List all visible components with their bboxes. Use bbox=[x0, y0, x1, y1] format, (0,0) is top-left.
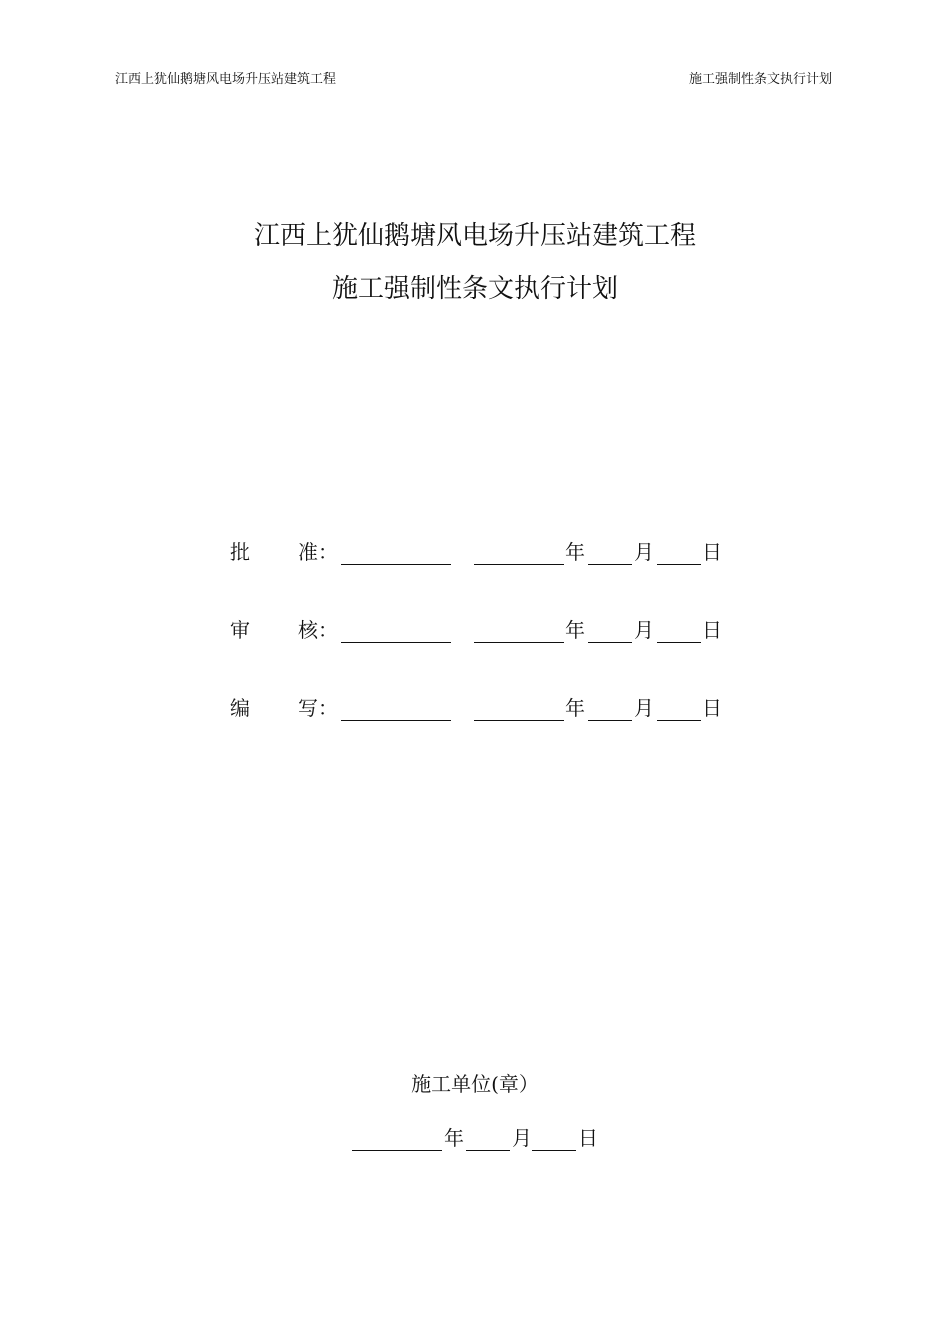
approve-day-label: 日 bbox=[702, 540, 722, 564]
prepare-label-char1: 编 bbox=[230, 696, 250, 720]
unit-day-blank[interactable] bbox=[532, 1150, 576, 1151]
unit-date-row bbox=[352, 1124, 612, 1152]
approve-row bbox=[230, 538, 730, 566]
approve-signature-blank[interactable] bbox=[341, 564, 451, 565]
unit-day-label: 日 bbox=[578, 1126, 598, 1150]
document-title-line2: 施工强制性条文执行计划 bbox=[331, 274, 618, 304]
prepare-label-char2: 写： bbox=[298, 696, 338, 720]
review-year-blank[interactable] bbox=[474, 642, 564, 643]
approve-month-blank[interactable] bbox=[588, 564, 632, 565]
construction-unit-seal-label: 施工单位(章） bbox=[411, 1072, 539, 1096]
review-label-char1: 审 bbox=[230, 618, 250, 642]
review-day-label: 日 bbox=[702, 618, 722, 642]
prepare-day-label: 日 bbox=[702, 696, 722, 720]
approve-label-char1: 批 bbox=[230, 540, 250, 564]
review-day-blank[interactable] bbox=[657, 642, 701, 643]
document-title-line1: 江西上犹仙鹅塘风电场升压站建筑工程 bbox=[253, 221, 696, 251]
prepare-signature-blank[interactable] bbox=[341, 720, 451, 721]
approve-month-label: 月 bbox=[634, 540, 654, 564]
prepare-year-blank[interactable] bbox=[474, 720, 564, 721]
review-signature-blank[interactable] bbox=[341, 642, 451, 643]
review-row bbox=[230, 616, 730, 644]
review-year-label: 年 bbox=[565, 618, 585, 642]
prepare-month-label: 月 bbox=[634, 696, 654, 720]
review-label-char2: 核： bbox=[298, 618, 338, 642]
approve-label-char2: 准： bbox=[298, 540, 338, 564]
unit-year-blank[interactable] bbox=[352, 1150, 442, 1151]
unit-month-blank[interactable] bbox=[466, 1150, 510, 1151]
header-document-name: 施工强制性条文执行计划 bbox=[688, 72, 832, 87]
approve-year-label: 年 bbox=[565, 540, 585, 564]
review-month-blank[interactable] bbox=[588, 642, 632, 643]
prepare-day-blank[interactable] bbox=[657, 720, 701, 721]
unit-month-label: 月 bbox=[512, 1126, 532, 1150]
approve-day-blank[interactable] bbox=[657, 564, 701, 565]
prepare-row bbox=[230, 694, 730, 722]
approve-year-blank[interactable] bbox=[474, 564, 564, 565]
unit-year-label: 年 bbox=[444, 1126, 464, 1150]
prepare-year-label: 年 bbox=[565, 696, 585, 720]
review-month-label: 月 bbox=[634, 618, 654, 642]
header-project-name: 江西上犹仙鹅塘风电场升压站建筑工程 bbox=[115, 72, 337, 87]
prepare-month-blank[interactable] bbox=[588, 720, 632, 721]
